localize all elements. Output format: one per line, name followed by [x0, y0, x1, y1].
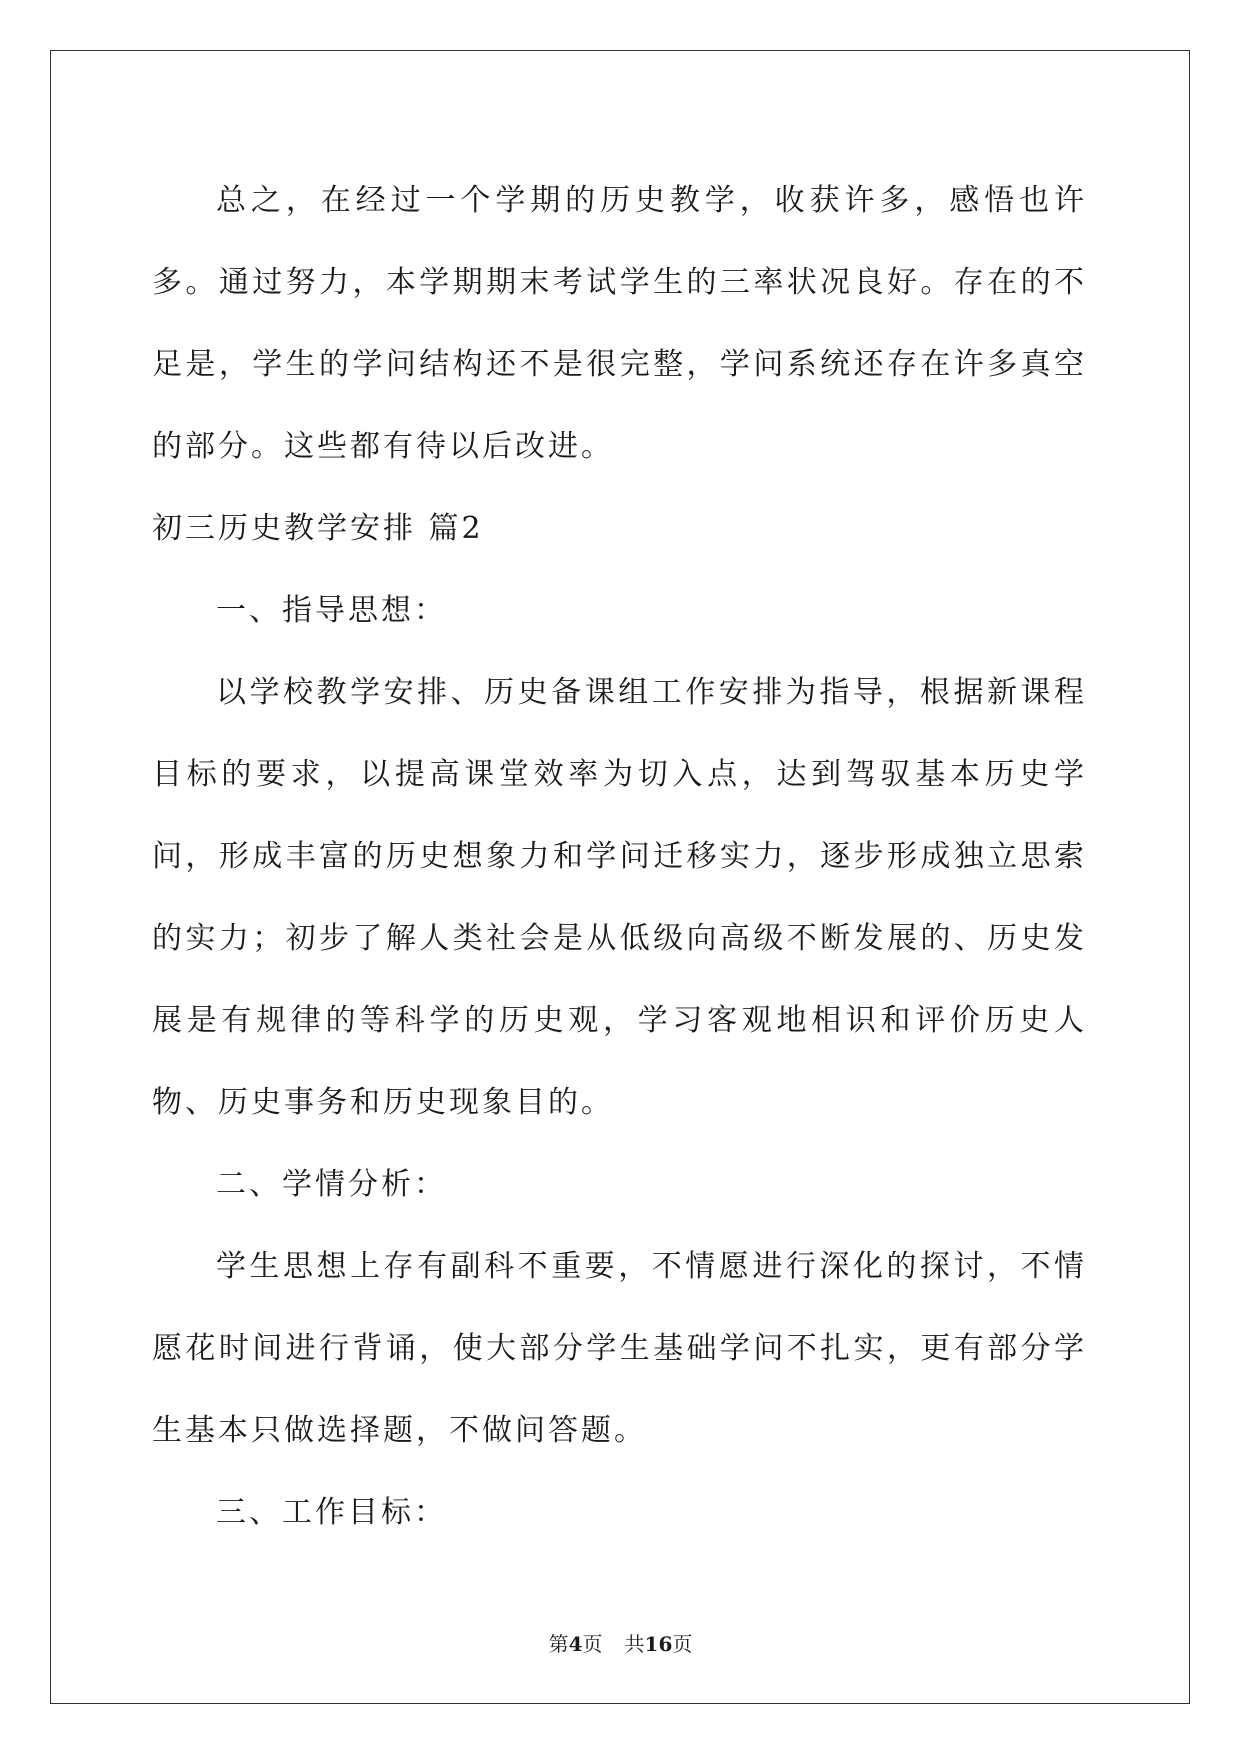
page-footer	[0, 1628, 1241, 1657]
footer-total-suffix: 页	[672, 1632, 693, 1656]
paragraph-conclusion: 总之，在经过一个学期的历史教学，收获许多，感悟也许多。通过努力，本学期期末考试学生的三率状况良好。存在的不足是，学生的学问结构还不是很完整，学问系统还存在许多真空的部分。这些都有待以后改进。	[152, 183, 1087, 464]
paragraph-student-analysis: 学生思想上存有副科不重要，不情愿进行深化的探讨，不情愿花时间进行背诵，使大部分学生基础学问不扎实，更有部分学生基本只做选择题，不做问答题。	[152, 1249, 1087, 1448]
footer-prefix: 第	[548, 1632, 569, 1656]
heading-student-analysis: 二、学情分析：	[216, 1167, 447, 1202]
footer-total-prefix: 共	[624, 1632, 645, 1656]
total-page-count: 16	[644, 1632, 673, 1656]
document-body	[152, 160, 1087, 1554]
current-page-number: 4	[568, 1632, 583, 1656]
paragraph-guiding-thought: 以学校教学安排、历史备课组工作安排为指导，根据新课程目标的要求，以提高课堂效率为切入点，达到驾驭基本历史学问，形成丰富的历史想象力和学问迁移实力，逐步形成独立思索的实力；初步了解人类社会是从低级向高级不断发展的、历史发展是有规律的等科学的历史观，学习客观地相识和评价历史人物、历史事务和历史现象目的。	[152, 675, 1087, 1120]
heading-guiding-thought: 一、指导思想：	[216, 593, 447, 628]
footer-page-suffix: 页	[582, 1632, 603, 1656]
heading-work-goals: 三、工作目标：	[216, 1495, 447, 1530]
section-title: 初三历史教学安排 篇2	[152, 511, 484, 546]
